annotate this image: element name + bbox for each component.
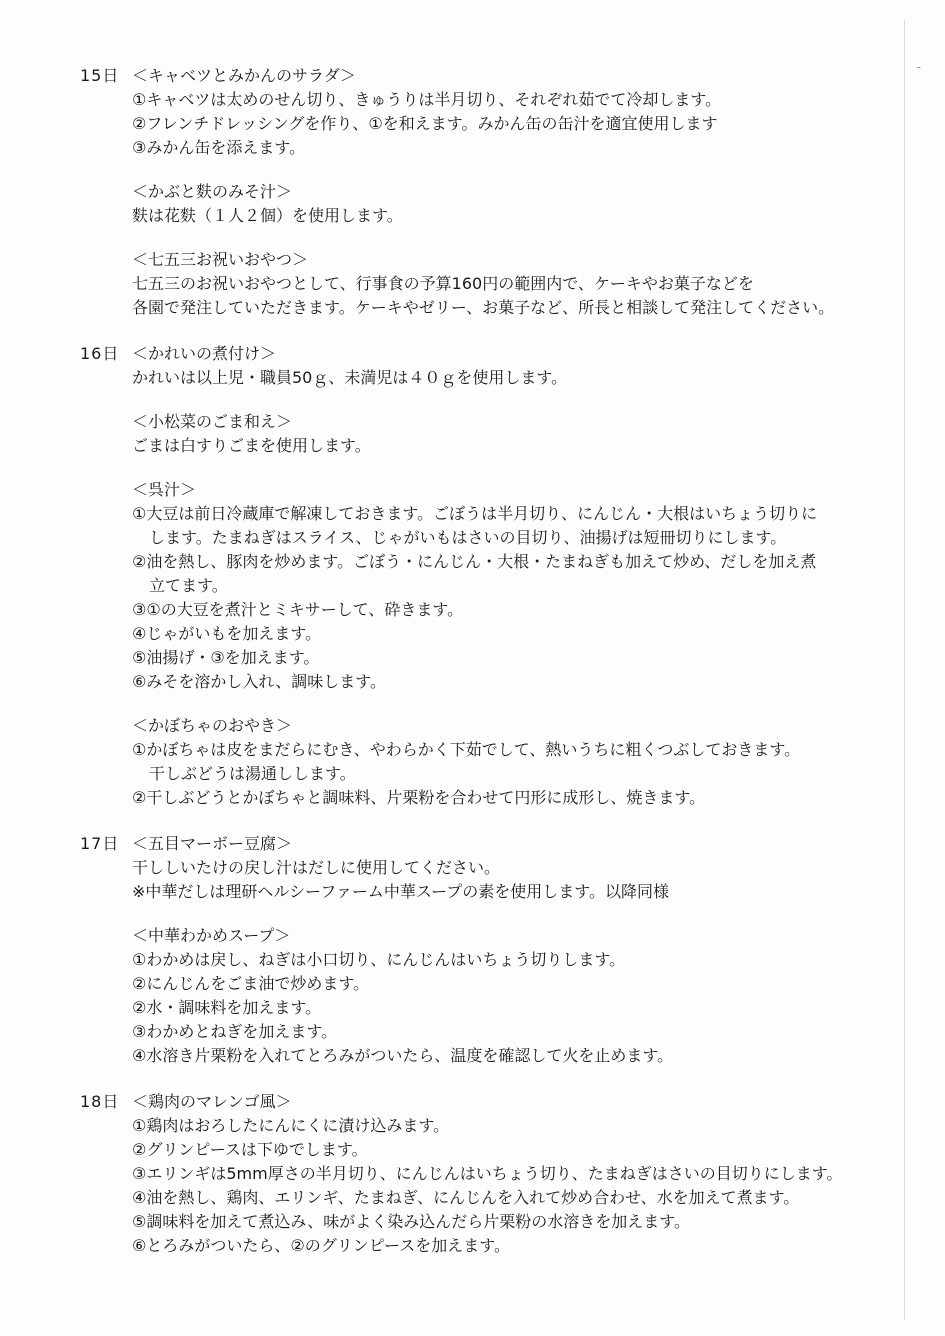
instruction-line: 各園で発注していただきます。ケーキやゼリー、お菓子など、所長と相談して発注してください。 [132, 298, 835, 317]
instruction-line: ②干しぶどうとかぼちゃと調味料、片栗粉を合わせて円形に成形し、焼きます。 [132, 788, 706, 807]
dish-list [132, 1090, 900, 1258]
dish-title: ＜呉汁＞ [132, 480, 197, 499]
instruction-line: ⑤油揚げ・③を加えます。 [132, 648, 320, 667]
dish-block [132, 342, 900, 390]
dish-title: ＜小松菜のごま和え＞ [132, 412, 293, 431]
day-section [0, 1090, 900, 1258]
dish-block [132, 478, 900, 694]
day-section [0, 64, 900, 320]
instruction-line: します。たまねぎはスライス、じゃがいもはさいの目切り、油揚げは短冊切りにします。 [149, 528, 787, 547]
instruction-line: ⑥とろみがついたら、②のグリンピースを加えます。 [132, 1236, 510, 1255]
day-label: 16日 [80, 344, 120, 363]
instruction-line: ②フレンチドレッシングを作り、①を和えます。みかん缶の缶汁を適宜使用します [132, 114, 718, 133]
instruction-line: ②にんじんをごま油で炒めます。 [132, 974, 370, 993]
instruction-line: ③エリンギは5mm厚さの半月切り、にんじんはいちょう切り、たまねぎはさいの目切りにします。 [132, 1164, 843, 1183]
dish-title: ＜かれいの煮付け＞ [132, 344, 277, 363]
instruction-line: かれいは以上児・職員50ｇ、未満児は４０ｇを使用します。 [132, 368, 568, 387]
instruction-line: ④油を熱し、鶏肉、エリンギ、たまねぎ、にんじんを入れて炒め合わせ、水を加えて煮ます。 [132, 1188, 800, 1207]
day-section [0, 832, 900, 1068]
dish-block [132, 180, 900, 228]
dish-title: ＜中華わかめスープ＞ [132, 926, 291, 945]
dish-block [132, 1090, 900, 1258]
dish-title: ＜五目マーボー豆腐＞ [132, 834, 293, 853]
dish-block [132, 248, 900, 320]
day-label: 18日 [80, 1092, 120, 1111]
instruction-line: ①キャベツは太めのせん切り、きゅうりは半月切り、それぞれ茹でて冷却します。 [132, 90, 722, 109]
instruction-line: ④じゃがいもを加えます。 [132, 624, 322, 643]
instruction-line: ⑤調味料を加えて煮込み、味がよく染み込んだら片栗粉の水溶きを加えます。 [132, 1212, 691, 1231]
dish-block [132, 832, 900, 904]
instruction-line: 立てます。 [149, 576, 228, 595]
dish-title: ＜鶏肉のマレンゴ風＞ [132, 1092, 292, 1111]
instruction-line: ⑥みそを溶かし入れ、調味します。 [132, 672, 387, 691]
day-section [0, 342, 900, 810]
scan-mark: - [916, 60, 921, 74]
instruction-line: ③みかん缶を添えます。 [132, 138, 306, 157]
instruction-line: 麩は花麩（１人２個）を使用します。 [132, 206, 403, 225]
day-label: 17日 [80, 834, 120, 853]
instruction-line: 干ししいたけの戻し汁はだしに使用してください。 [132, 858, 501, 877]
instruction-line: ②グリンピースは下ゆでします。 [132, 1140, 368, 1159]
instruction-line: ①わかめは戻し、ねぎは小口切り、にんじんはいちょう切りします。 [132, 950, 626, 969]
instruction-line: ①鶏肉はおろしたにんにくに漬け込みます。 [132, 1116, 450, 1135]
instruction-line: ③わかめとねぎを加えます。 [132, 1022, 338, 1041]
dish-title: ＜かぼちゃのおやき＞ [132, 716, 293, 735]
instruction-line: ②水・調味料を加えます。 [132, 998, 322, 1017]
dish-list [132, 342, 900, 810]
instruction-line: ①かぼちゃは皮をまだらにむき、やわらかく下茹でして、熱いうちに粗くつぶしておきます。 [132, 740, 801, 759]
dish-title: ＜七五三お祝いおやつ＞ [132, 250, 309, 269]
dish-list [132, 832, 900, 1068]
dish-title: ＜かぶと麩のみそ汁＞ [132, 182, 293, 201]
instruction-line: 七五三のお祝いおやつとして、行事食の予算160円の範囲内で、ケーキやお菓子などを [132, 274, 754, 293]
instruction-line: ①大豆は前日冷蔵庫で解凍しておきます。ごぼうは半月切り、にんじん・大根はいちょう切りに [132, 504, 818, 523]
instruction-line: ※中華だしは理研ヘルシーファーム中華スープの素を使用します。以降同様 [132, 882, 670, 901]
page-edge-line [904, 20, 905, 1320]
dish-block [132, 924, 900, 1068]
document-body [0, 64, 900, 1280]
dish-block [132, 714, 900, 810]
dish-block [132, 64, 900, 160]
instruction-line: 干しぶどうは湯通しします。 [149, 764, 356, 783]
instruction-line: ④水溶き片栗粉を入れてとろみがついたら、温度を確認して火を止めます。 [132, 1046, 674, 1065]
instruction-line: ②油を熱し、豚肉を炒めます。ごぼう・にんじん・大根・たまねぎも加えて炒め、だしを加え煮 [132, 552, 817, 571]
day-label: 15日 [80, 66, 120, 85]
dish-title: ＜キャベツとみかんのサラダ＞ [132, 66, 356, 85]
dish-block [132, 410, 900, 458]
instruction-line: ③①の大豆を煮汁とミキサーして、砕きます。 [132, 600, 464, 619]
dish-list [132, 64, 900, 320]
instruction-line: ごまは白すりごまを使用します。 [132, 436, 371, 455]
